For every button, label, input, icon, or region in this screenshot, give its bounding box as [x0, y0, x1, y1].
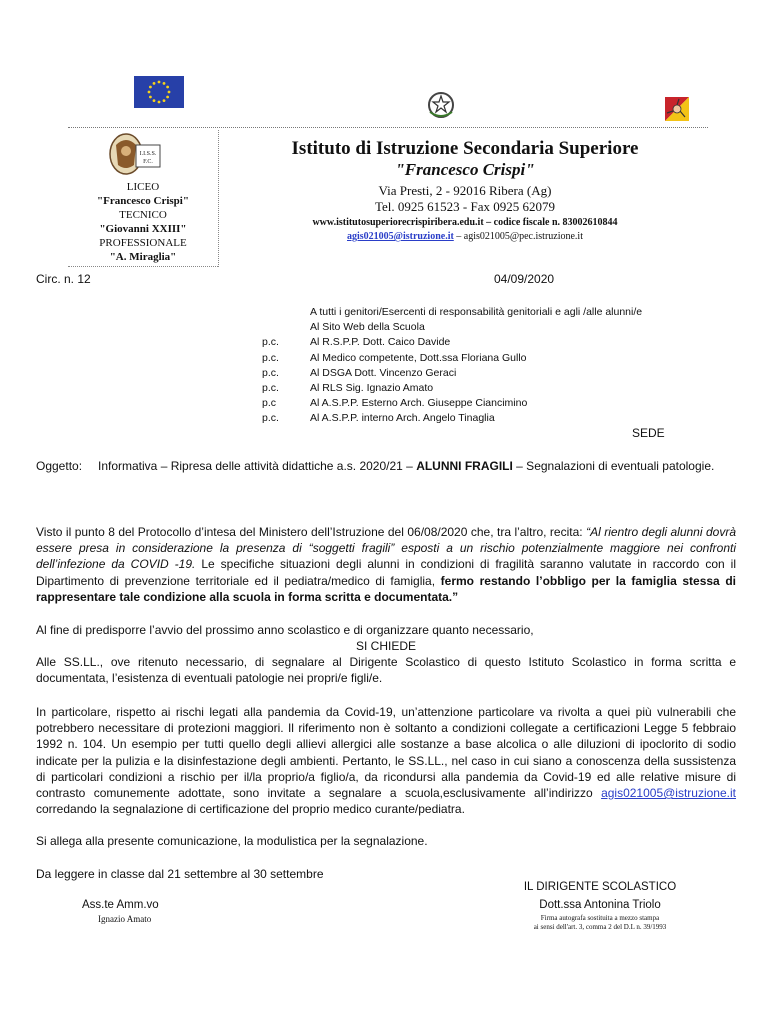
circular-date: 04/09/2020	[494, 272, 555, 286]
circular-number: Circ. n. 12	[36, 272, 91, 286]
header-vertical-divider	[218, 130, 219, 267]
recipient-row: p.c Al A.S.P.P. Esterno Arch. Giuseppe Ciancimino	[262, 397, 528, 410]
paragraph-intro: Al fine di predisporre l’avvio del prossimo anno scolastico e di organizzare quanto necessario,	[36, 623, 534, 637]
paragraph-request: Alle SS.LL., ove ritenuto necessario, di segnalare al Dirigente Scolastico di questo Istituto Scolastico in forma scritta e documentata, l’esistenza di eventuali patologie nei propri/e figli/e.	[36, 655, 736, 686]
paragraph-covid: In particolare, rispetto ai rischi legati alla pandemia da Covid-19, un’attenzione particolare va rivolta a quei più vulnerabili che potrebbero necessitare di protezioni maggiori. Il riferimento non è soltanto a condizioni collegate a certificazioni Legge 5 febbraio 1992 n. 104. Un esempio per tutti quello degli allievi allergici alle sostanze a base alcolica o alle diluzioni di ipoclorito di sodio indicate per la pulizia e la disinfestazione degli ambienti. Pertanto, le SS.LL., nel caso in cui siano a conoscenza della sussistenza di particolari condizioni a rischio per il/la proprio/a figlio/a, da ricondursi alla pandemia da Covid-19 ed alle relative misure di contrasto comunemente adottate, sono invitate a segnalare a scuola,esclusivamente all’indirizzo agis021005@istruzione.it corredando la segnalazione di certificazione del proprio medico curante/pediatra.	[36, 705, 736, 817]
paragraph-protocol: Visto il punto 8 del Protocollo d’intesa del Ministero dell’Istruzione del 06/08/2020 che, tra l’altro, recita: “Al rientro degli alunni dovrà essere presa in considerazione la presenza di “soggetti fragili” esposti a un rischio potenzialmente maggiore nei confronti dell’infezione da COVID -19. Le specifiche situazioni degli alunni in condizioni di fragilità saranno valutate in raccordo con il Dipartimento di prevenzione territoriale ed il pediatra/medico di famiglia, fermo restando l’obbligo per la famiglia stessa di rappresentare tale condizione alla scuola in forma scritta e documentata.”	[36, 525, 736, 604]
eu-flag-logo	[134, 76, 184, 108]
branch-tecnico: TECNICO	[119, 209, 167, 221]
recipient-row: A tutti i genitori/Esercenti di responsabilità genitoriali e agli /alle alunni/e	[310, 306, 643, 318]
school-phone: Tel. 0925 61523 - Fax 0925 62079	[375, 199, 555, 214]
subject-line	[36, 458, 736, 474]
paragraph-attachment: Si allega alla presente comunicazione, la modulistica per la segnalazione.	[36, 834, 428, 848]
branch-tecnico-name: "Giovanni XXIII"	[99, 223, 187, 235]
school-subtitle: "Francesco Crispi"	[395, 160, 535, 179]
recipient-row: p.c. Al RLS Sig. Ignazio Amato	[262, 382, 434, 395]
subject-label: Oggetto:	[36, 459, 83, 473]
branch-liceo: LICEO	[126, 181, 160, 193]
branch-liceo-name: "Francesco Crispi"	[97, 195, 189, 207]
si-chiede-heading: SI CHIEDE	[355, 639, 416, 653]
recipient-row: p.c. Al Medico competente, Dott.ssa Floriana Gullo	[262, 351, 527, 364]
school-pec: – agis021005@pec.istruzione.it	[456, 231, 583, 242]
school-email-line	[230, 231, 700, 242]
sede-label: SEDE	[632, 426, 665, 440]
header-divider	[68, 127, 708, 128]
svg-text:F.C.: F.C.	[143, 159, 153, 165]
italian-republic-emblem	[426, 90, 456, 120]
school-branches	[68, 180, 218, 264]
svg-text:I.I.S.S.: I.I.S.S.	[139, 151, 157, 157]
recipient-row: p.c. Al DSGA Dott. Vincenzo Geraci	[262, 366, 457, 379]
branch-professionale: PROFESSIONALE	[99, 237, 187, 249]
recipient-row: Al Sito Web della Scuola	[310, 321, 425, 334]
recipient-row: p.c. Al A.S.P.P. interno Arch. Angelo Tinaglia	[262, 412, 495, 425]
sicily-region-logo	[665, 97, 689, 121]
signature-title: IL DIRIGENTE SCOLASTICO	[523, 881, 677, 893]
branch-professionale-name: "A. Miraglia"	[109, 251, 177, 263]
school-website-line: www.istitutosuperiorecrispiribera.edu.it – codice fiscale n. 83002610844	[312, 217, 618, 228]
school-logo	[106, 131, 164, 177]
school-email-link[interactable]: agis021005@istruzione.it	[347, 231, 454, 242]
signature-note: Firma autografa sostituita a mezzo stampa ai sensi dell'art. 3, comma 2 del D.L n. 39/1993	[533, 914, 667, 931]
recipients-list	[262, 305, 642, 427]
school-address: Via Presti, 2 - 92016 Ribera (Ag)	[378, 183, 552, 198]
signature-name: Dott.ssa Antonina Triolo	[539, 899, 661, 911]
school-name: Istituto di Istruzione Secondaria Superiore	[291, 138, 639, 159]
recipient-row: p.c. Al R.S.P.P. Dott. Caico Davide	[262, 336, 451, 349]
email-link[interactable]: agis021005@istruzione.it	[601, 786, 736, 801]
subject-text: Informativa – Ripresa delle attività didattiche a.s. 2020/21 – ALUNNI FRAGILI – Segnalazioni di eventuali patologie.	[98, 459, 715, 473]
assistant-name: Ignazio Amato	[98, 914, 152, 924]
paragraph-reading-note: Da leggere in classe dal 21 settembre al 30 settembre	[36, 867, 324, 881]
left-column-divider	[68, 266, 218, 267]
assistant-title: Ass.te Amm.vo	[82, 899, 159, 911]
